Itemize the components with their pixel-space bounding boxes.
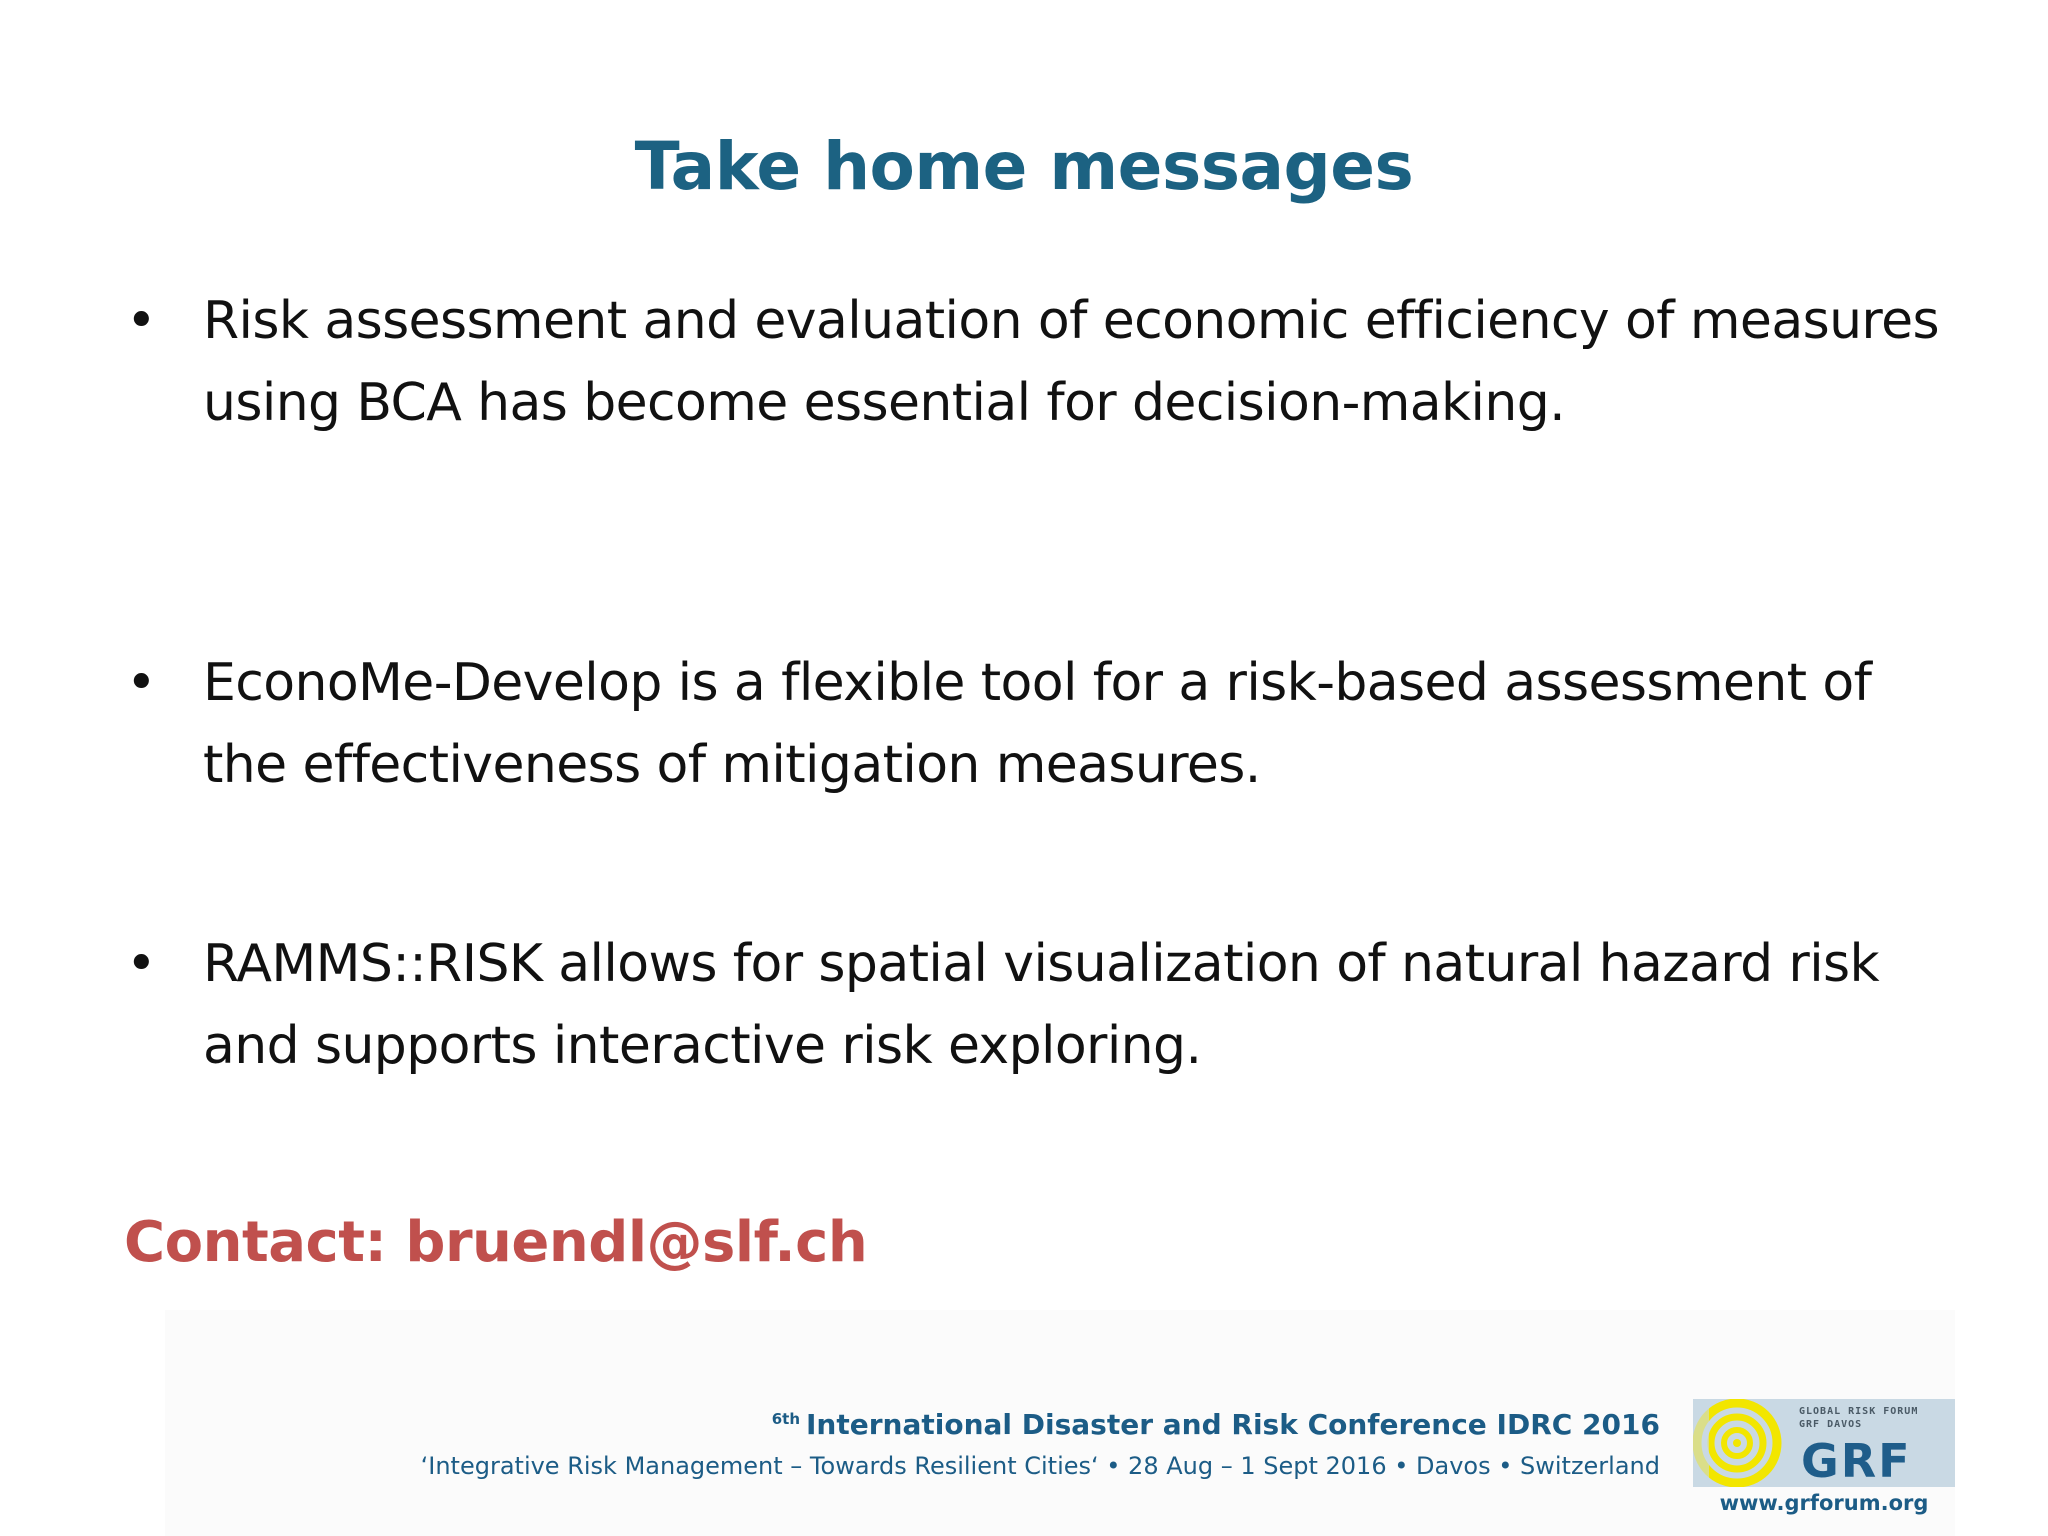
bullet-text: EconoMe-Develop is a flexible tool for a risk-based assessment of the effectiveness of mitigation measures.	[203, 653, 1872, 795]
website-link[interactable]: www.grforum.org	[1719, 1491, 1929, 1515]
logo-small-line: GLOBAL RISK FORUM	[1799, 1406, 1919, 1417]
conference-ordinal: 6th	[771, 1409, 801, 1428]
bullet-marker: •	[126, 653, 157, 713]
logo-small-text	[1799, 1405, 1918, 1431]
contact-text: Contact: bruendl@slf.ch	[124, 1210, 868, 1275]
grf-logo	[1693, 1399, 1955, 1487]
bullet-text: RAMMS::RISK allows for spatial visualization of natural hazard risk and supports interactive risk exploring.	[203, 934, 1880, 1076]
bullet-marker: •	[126, 291, 157, 351]
logo-small-line: GRF DAVOS	[1799, 1419, 1863, 1430]
conference-title	[772, 1408, 1660, 1441]
conference-name: International Disaster and Risk Conference IDRC 2016	[806, 1408, 1660, 1441]
bullet-marker: •	[126, 934, 157, 994]
bullet-text: Risk assessment and evaluation of economic efficiency of measures using BCA has become essential for decision-making.	[203, 291, 1939, 433]
conference-tagline: ‘Integrative Risk Management – Towards Resilient Cities‘ • 28 Aug – 1 Sept 2016 • Davos • Switzerland	[420, 1452, 1660, 1480]
logo-mark: GRF	[1801, 1434, 1912, 1487]
slide-title: Take home messages	[634, 128, 1414, 205]
